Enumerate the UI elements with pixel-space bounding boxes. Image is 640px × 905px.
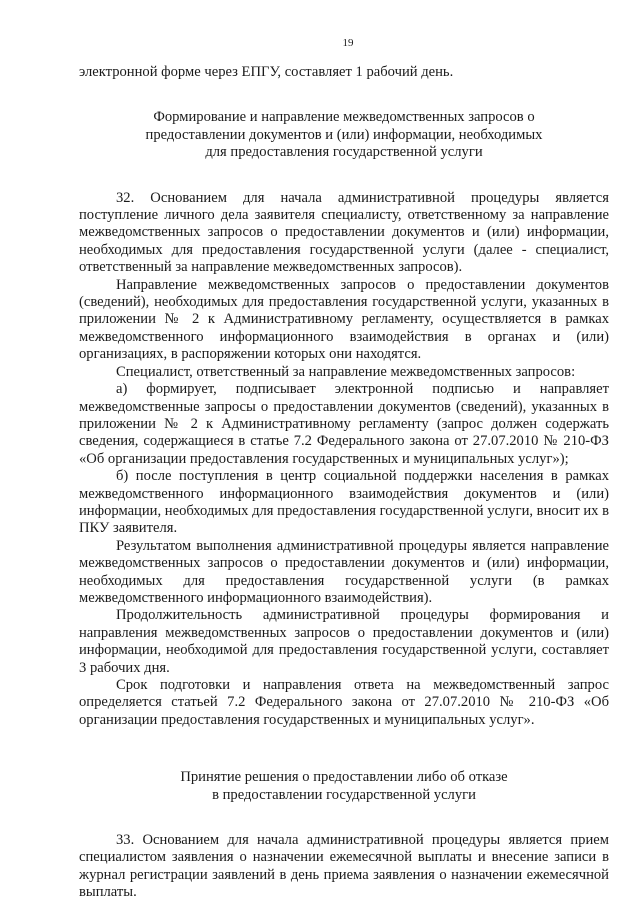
section-1-heading-line: предоставлении документов и (или) информации, необходимых bbox=[145, 126, 543, 143]
paragraph-specialist: Специалист, ответственный за направление межведомственных запросов: bbox=[116, 363, 576, 380]
paragraph-interagency-requests: Направление межведомственных запросов о предоставлении документов (сведений), необходимых для предоставления государственной услуги, указанных в приложении № 2 к Административному регламенту, осуществляется в рамках межведомственного информационного взаимодействия в органах и (или) организациях, в распоряжении которых они находятся. bbox=[79, 276, 609, 363]
paragraph-result: Результатом выполнения административной процедуры является направление межведомственных запросов о предоставлении документов и (или) информации, необходимых для предоставления государственной услуги (в рамках межведомственного информационного взаимодействия). bbox=[79, 537, 609, 606]
paragraph-item-b: б) после поступления в центр социальной поддержки населения в рамках межведомственного информационного взаимодействия документов и (или) информации, необходимых для предоставления государственной услуги, вносит их в ПКУ заявителя. bbox=[79, 468, 609, 537]
page-number: 19 bbox=[342, 37, 354, 49]
section-1-heading-line: для предоставления государственной услуги bbox=[205, 144, 483, 161]
document-page bbox=[79, 36, 609, 902]
section-1-heading bbox=[79, 109, 609, 161]
section-2-heading bbox=[79, 769, 609, 804]
section-2-heading-line: Принятие решения о предоставлении либо об отказе bbox=[180, 769, 508, 786]
section-2-body bbox=[79, 832, 609, 902]
section-1-heading-line: Формирование и направление межведомственных запросов о bbox=[153, 109, 535, 126]
section-1-body bbox=[79, 190, 609, 730]
paragraph-32: 32. Основанием для начала административной процедуры является поступление личного дела заявителя специалисту, ответственному за направление межведомственных запросов о предоставлении документов и (или) информации, необходимых для предоставления государственной услуги (далее - специалист, ответственный за направление межведомственных запросов). bbox=[79, 189, 609, 276]
paragraph-duration: Продолжительность административной процедуры формирования и направления межведомственных запросов о предоставлении документов и (или) информации, необходимой для предоставления государственной услуги, составляет 3 рабочих дня. bbox=[79, 607, 609, 676]
paragraph-response-deadline: Срок подготовки и направления ответа на межведомственный запрос определяется статьей 7.2 Федерального закона от 27.07.2010 № 210-ФЗ «Об организации предоставления государственных и муниципальных услуг». bbox=[79, 677, 609, 728]
paragraph-item-a: а) формирует, подписывает электронной подписью и направляет межведомственные запросы о предоставлении документов (сведений), указанных в приложении № 2 к Административному регламенту (запрос должен содержать сведения, содержащиеся в статье 7.2 Федерального закона от 27.07.2010 № 210-ФЗ «Об организации предоставления государственных и муниципальных услуг»); bbox=[79, 381, 609, 467]
section-2-heading-line: в предоставлении государственной услуги bbox=[212, 786, 476, 803]
intro-line: электронной форме через ЕПГУ, составляет 1 рабочий день. bbox=[79, 64, 454, 80]
paragraph-33: 33. Основанием для начала административной процедуры является прием специалистом заявления о назначении ежемесячной выплаты и внесение записи в журнал регистрации заявлений в день приема заявления о назначении ежемесячной выплаты. bbox=[79, 832, 609, 901]
